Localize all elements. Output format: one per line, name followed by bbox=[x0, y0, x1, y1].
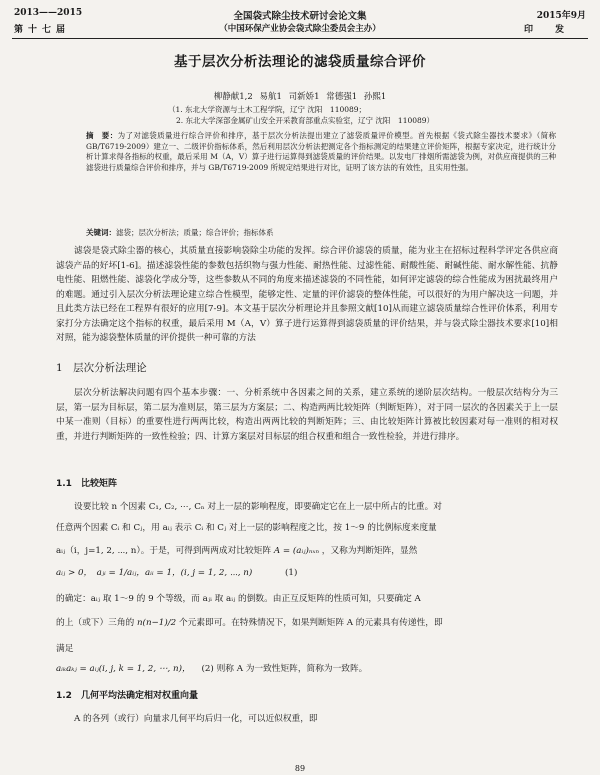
triangle-count-formula: n(n−1)/2 bbox=[136, 618, 177, 628]
equation-2 bbox=[56, 662, 558, 674]
section-1-2-paragraph: A 的各列（或行）向量求几何平均后归一化，可以近似权重，即 bbox=[74, 714, 318, 724]
equation-2-tail: 则称 A 为一致性矩阵，简称为一致阵。 bbox=[216, 664, 368, 674]
keywords-label: 关键词： bbox=[86, 228, 116, 237]
header-years: 2013——2015 bbox=[14, 8, 83, 18]
section-1-paragraph: 层次分析法解决问题有四个基本步骤：一、分析系统中各因素之间的关系，建立系统的递阶层次结构。一般层次结构分为三层，第一层为目标层，第二层为准则层，第三层为方案层；二、构造两两比较矩阵（判断矩阵），对于同一层次的各因素关于上一层中某一准则（目标）的重要性进行两两比较，构造出两两比较的判断矩阵；三、由比较矩阵计算被比较因素对每一准则的相对权重，并进行判断矩阵的一致性检验；四、计算方案层对目标层的组合权重和组合一致性检验，并进行排序。 bbox=[56, 388, 558, 442]
equation-1-number: (1) bbox=[285, 568, 298, 578]
equation-2-number: (2) bbox=[201, 664, 214, 674]
matrix-line-6: 满足 bbox=[56, 644, 74, 654]
header-print: 印发 bbox=[523, 25, 586, 35]
header-divider bbox=[12, 38, 588, 39]
matrix-line-3-text: aᵢⱼ（i，j=1, 2, ⋯, n）。于是，可得到两两成对比较矩阵 bbox=[56, 546, 272, 556]
abstract-label: 摘 要： bbox=[86, 131, 118, 140]
matrix-line-5-text: 的上（或下）三角的 bbox=[56, 618, 135, 628]
affiliation-1: （1. 东北大学资源与土木工程学院，辽宁 沈阳 110089； bbox=[168, 105, 367, 114]
equation-1 bbox=[56, 566, 558, 578]
matrix-line-4: 的确定：aᵢⱼ 取 1～9 的 9 个等级，而 aⱼᵢ 取 aᵢⱼ 的倒数。由正互反矩阵的性质可知，只要确定 A bbox=[56, 594, 421, 604]
section-1-2-heading: 1.2 几何平均法确定相对权重向量 bbox=[56, 691, 198, 701]
matrix-line-3 bbox=[56, 544, 558, 556]
matrix-line-2: 任意两个因素 Cᵢ 和 Cⱼ，用 aᵢⱼ 表示 Cᵢ 和 Cⱼ 对上一层的影响程度之比，按 1～9 的比例标度来度量 bbox=[56, 523, 437, 533]
header-proceedings-title: 全国袋式除尘技术研讨会论文集 bbox=[233, 11, 367, 22]
equation-1-body: aᵢⱼ > 0， aⱼᵢ = 1/aᵢⱼ，aᵢᵢ = 1，(i, j = 1, 2, ⋯, n) bbox=[56, 568, 253, 578]
matrix-line-5-tail: 个元素即可。在特殊情况下，如果判断矩阵 A 的元素具有传递性，即 bbox=[178, 618, 443, 628]
matrix-line-3-tail: ，又称为判断矩阵，显然 bbox=[321, 546, 418, 556]
running-header bbox=[0, 0, 600, 42]
matrix-line-1: 设要比较 n 个因素 C₁, C₂, ⋯, Cₙ 对上一层的影响程度，即要确定它在上一层中所占的比重。对 bbox=[74, 502, 442, 512]
abstract-text: 为了对滤袋质量进行综合评价和排序，基于层次分析法提出建立了滤袋质量评价模型。首先根据《袋式除尘器技术要求》（简称 GB/T6719-2009）建立一、二级评价指标体系，然后利用层次分析法把测定各个指标测定的结果建立评价矩阵，根据专家决定，进行统计分析计算求得各指标的权重，最后采用 M（A，V）算子进行运算得到滤袋质量的评价结果。以发电厂排烟所需滤袋为例，对供应商提供的三种滤袋进行质量综合评价和排序，并与 GB/T6719-2009 所规定结果进行对比，证明了该方法的有效性，且实用性强。 bbox=[86, 131, 557, 172]
intro-paragraph: 滤袋是袋式除尘器的核心，其质量直接影响袋除尘功能的发挥。综合评价滤袋的质量，能为业主在招标过程科学评定各供应商滤袋产品的好坏[1-6]。描述滤袋性能的参数包括织物与强力性能、耐热性能、过滤性能、耐酸性能、耐碱性能、耐水解性能、抗静电性能、阻燃性能、滤袋化学成分等，这些参数从不同的角度来描述滤袋的不同性能，如何评定滤袋的综合性能成为困扰最终用户的难题。通过引入层次分析法理论建立综合性模型，能够定性、定量的评价滤袋的整体性能，可以很好的为用户解决这一问题，并且此类方法已经在工程界有很好的应用[7-9]。本文基于层次分析理论并且参照文献[10]从而建立滤袋质量综合性评价体系，利用专家打分方法确定这个指标的权重，最后采用 M（A，V）算子进行运算得到滤袋质量的评价结果，并与袋式除尘器技术要求[10]相对照，能为滤袋整体质量的评价提供一种可靠的方法 bbox=[56, 246, 558, 343]
matrix-definition: A = (aᵢⱼ)ₙₓₙ bbox=[273, 546, 320, 556]
section-1-heading: 1 层次分析法理论 bbox=[56, 362, 147, 374]
keywords bbox=[86, 227, 556, 238]
header-date: 2015年9月 bbox=[536, 11, 586, 21]
equation-2-body: aᵢₖaₖⱼ = aᵢⱼ(i, j, k = 1, 2, ⋯, n)， bbox=[56, 664, 191, 674]
header-organizer: （中国环保产业协会袋式除尘委员会主办） bbox=[219, 24, 381, 34]
abstract bbox=[86, 131, 556, 173]
section-1-1-heading: 1.1 比较矩阵 bbox=[56, 479, 117, 489]
paper-title: 基于层次分析法理论的滤袋质量综合评价 bbox=[174, 54, 426, 70]
header-edition: 第十七届 bbox=[14, 25, 71, 35]
page-number: 89 bbox=[294, 764, 306, 773]
keywords-text: 滤袋；层次分析法；质量；综合评价；指标体系 bbox=[116, 228, 274, 237]
affiliation-2: 2. 东北大学深部金属矿山安全开采教育部重点实验室，辽宁 沈阳 110089） bbox=[176, 116, 435, 125]
author-list: 柳静献1,2 易航1 司新娇1 常德强1 孙熙1 bbox=[213, 92, 387, 102]
matrix-line-5 bbox=[56, 616, 558, 628]
